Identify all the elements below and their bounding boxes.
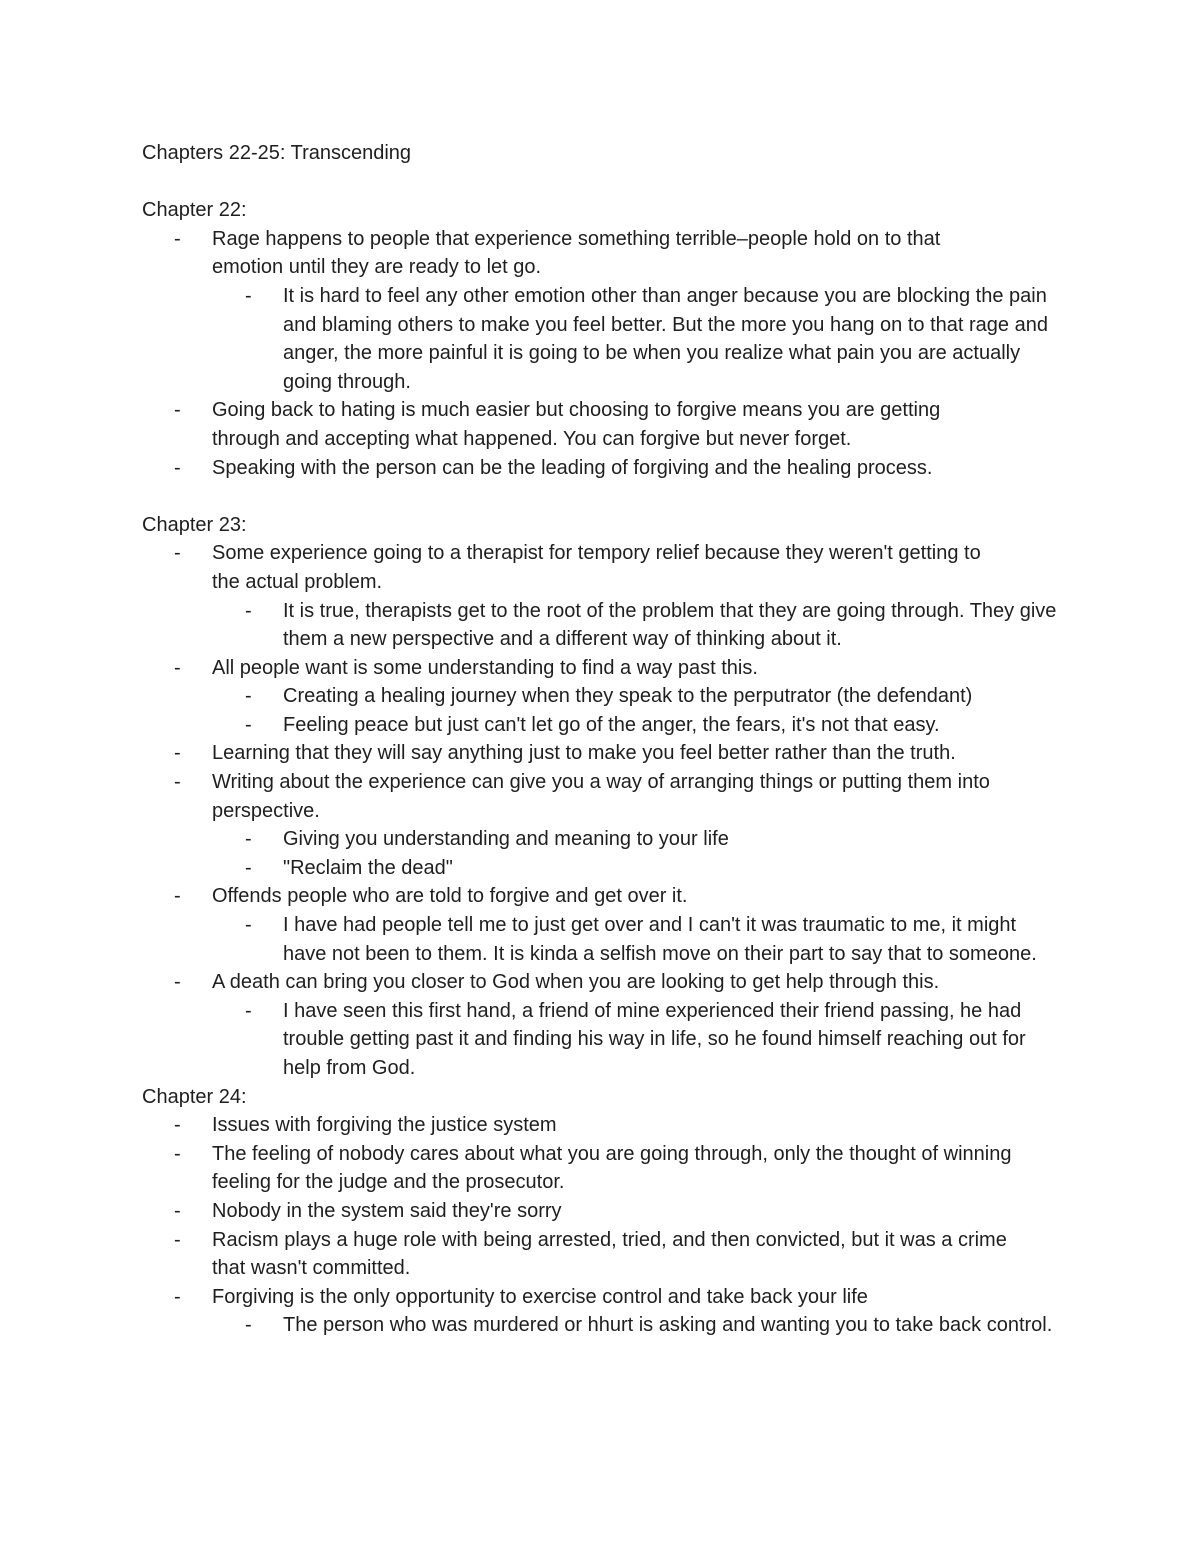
dash-bullet-icon: - — [245, 284, 252, 307]
bullet-list — [142, 225, 1082, 482]
dash-bullet-icon: - — [174, 656, 181, 679]
bullet-list — [142, 539, 1082, 1082]
bullet-text: The feeling of nobody cares about what you are going through, only the thought of winning feeling for the judge and the prosecutor. — [212, 1142, 1012, 1194]
sub-bullet-list — [212, 911, 1082, 968]
bullet-text: Some experience going to a therapist for tempory relief because they weren't getting to the actual problem. — [212, 542, 981, 593]
sub-bullet-item — [212, 825, 1082, 854]
bullet-text: A death can bring you closer to God when you are looking to get help through this. — [212, 971, 940, 994]
bullet-text: Racism plays a huge role with being arrested, tried, and then convicted, but it was a crime that wasn't committed. — [212, 1228, 1007, 1280]
sub-bullet-item — [212, 597, 1082, 654]
dash-bullet-icon: - — [174, 971, 181, 994]
dash-bullet-icon: - — [174, 885, 181, 908]
sub-bullet-list — [212, 825, 1082, 882]
dash-bullet-icon: - — [174, 399, 181, 422]
bullet-text: Rage happens to people that experience something terrible–people hold on to that emotion until they are ready to let go. — [212, 227, 941, 279]
sub-bullet-item — [212, 854, 1082, 883]
dash-bullet-icon: - — [245, 599, 252, 622]
sub-bullet-item — [212, 911, 1082, 968]
dash-bullet-icon: - — [174, 227, 181, 250]
chapter-heading: Chapter 23: — [142, 513, 247, 536]
chapter-section — [142, 196, 1082, 482]
dash-bullet-icon: - — [174, 542, 181, 565]
dash-bullet-icon: - — [174, 456, 181, 479]
bullet-list — [142, 1111, 1082, 1340]
sub-bullet-text: It is true, therapists get to the root of the problem that they are going through. They give them a new perspective and a different way of thinking about it. — [283, 599, 1057, 651]
chapter-heading: Chapter 22: — [142, 199, 247, 222]
bullet-text: Issues with forgiving the justice system — [212, 1114, 557, 1137]
bullet-item — [142, 739, 1082, 768]
bullet-text: Nobody in the system said they're sorry — [212, 1199, 562, 1222]
bullet-item — [142, 1111, 1082, 1140]
sub-bullet-text: "Reclaim the dead" — [283, 856, 453, 879]
sub-bullet-text: I have seen this first hand, a friend of mine experienced their friend passing, he had trouble getting past it and finding his way in life, so he found himself reaching out for help from God. — [283, 999, 1026, 1079]
dash-bullet-icon: - — [174, 1285, 181, 1308]
bullet-item — [142, 1283, 1082, 1340]
chapter-heading: Chapter 24: — [142, 1085, 247, 1108]
bullet-item — [142, 1140, 1082, 1197]
dash-bullet-icon: - — [245, 828, 252, 851]
document-title: Chapters 22-25: Transcending — [142, 142, 412, 164]
bullet-item — [142, 225, 1082, 397]
sub-bullet-item — [212, 997, 1082, 1083]
bullet-text: Writing about the experience can give you a way of arranging things or putting them into perspective. — [212, 771, 990, 822]
bullet-text: Offends people who are told to forgive and get over it. — [212, 885, 688, 908]
bullet-text: Speaking with the person can be the leading of forgiving and the healing process. — [212, 456, 933, 479]
bullet-text: All people want is some understanding to find a way past this. — [212, 656, 758, 679]
sub-bullet-list — [212, 997, 1082, 1083]
sub-bullet-text: Creating a healing journey when they speak to the perputrator (the defendant) — [283, 685, 973, 708]
bullet-text: Learning that they will say anything just to make you feel better rather than the truth. — [212, 742, 956, 765]
bullet-item — [142, 654, 1082, 740]
sub-bullet-item — [212, 711, 1082, 740]
dash-bullet-icon: - — [174, 1142, 181, 1165]
bullet-item — [142, 1197, 1082, 1226]
chapters-container — [142, 196, 1082, 1340]
sub-bullet-text: Giving you understanding and meaning to your life — [283, 828, 729, 851]
bullet-item — [142, 1226, 1082, 1283]
sub-bullet-list — [212, 682, 1082, 739]
bullet-item — [142, 882, 1082, 968]
document-page — [142, 139, 1082, 1340]
dash-bullet-icon: - — [174, 771, 181, 794]
sub-bullet-item — [212, 1311, 1082, 1340]
chapter-section — [142, 1083, 1082, 1340]
dash-bullet-icon: - — [174, 1114, 181, 1137]
bullet-item — [142, 539, 1082, 653]
dash-bullet-icon: - — [245, 856, 252, 879]
sub-bullet-item — [212, 682, 1082, 711]
sub-bullet-text: It is hard to feel any other emotion other than anger because you are blocking the pain and blaming others to make you feel better. But the more you hang on to that rage and anger, the more painful it is going to be when you realize what pain you are actually going through. — [283, 284, 1048, 393]
bullet-item — [142, 968, 1082, 1082]
sub-bullet-text: The person who was murdered or hhurt is asking and wanting you to take back control. — [283, 1314, 1053, 1337]
sub-bullet-list — [212, 1311, 1082, 1340]
sub-bullet-text: I have had people tell me to just get over and I can't it was traumatic to me, it might have not been to them. It is kinda a selfish move on their part to say that to someone. — [283, 914, 1037, 965]
dash-bullet-icon: - — [174, 742, 181, 765]
bullet-item — [142, 768, 1082, 882]
bullet-item — [142, 396, 1082, 453]
dash-bullet-icon: - — [174, 1228, 181, 1251]
bullet-item — [142, 454, 1082, 483]
dash-bullet-icon: - — [245, 685, 252, 708]
sub-bullet-list — [212, 282, 1082, 396]
bullet-text: Forgiving is the only opportunity to exercise control and take back your life — [212, 1285, 868, 1308]
bullet-text: Going back to hating is much easier but choosing to forgive means you are getting through and accepting what happened. You can forgive but never forget. — [212, 399, 941, 450]
dash-bullet-icon: - — [174, 1199, 181, 1222]
dash-bullet-icon: - — [245, 999, 252, 1022]
sub-bullet-text: Feeling peace but just can't let go of the anger, the fears, it's not that easy. — [283, 713, 940, 736]
dash-bullet-icon: - — [245, 1314, 252, 1337]
sub-bullet-item — [212, 282, 1082, 396]
chapter-section — [142, 511, 1082, 1083]
dash-bullet-icon: - — [245, 713, 252, 736]
sub-bullet-list — [212, 597, 1082, 654]
dash-bullet-icon: - — [245, 914, 252, 937]
